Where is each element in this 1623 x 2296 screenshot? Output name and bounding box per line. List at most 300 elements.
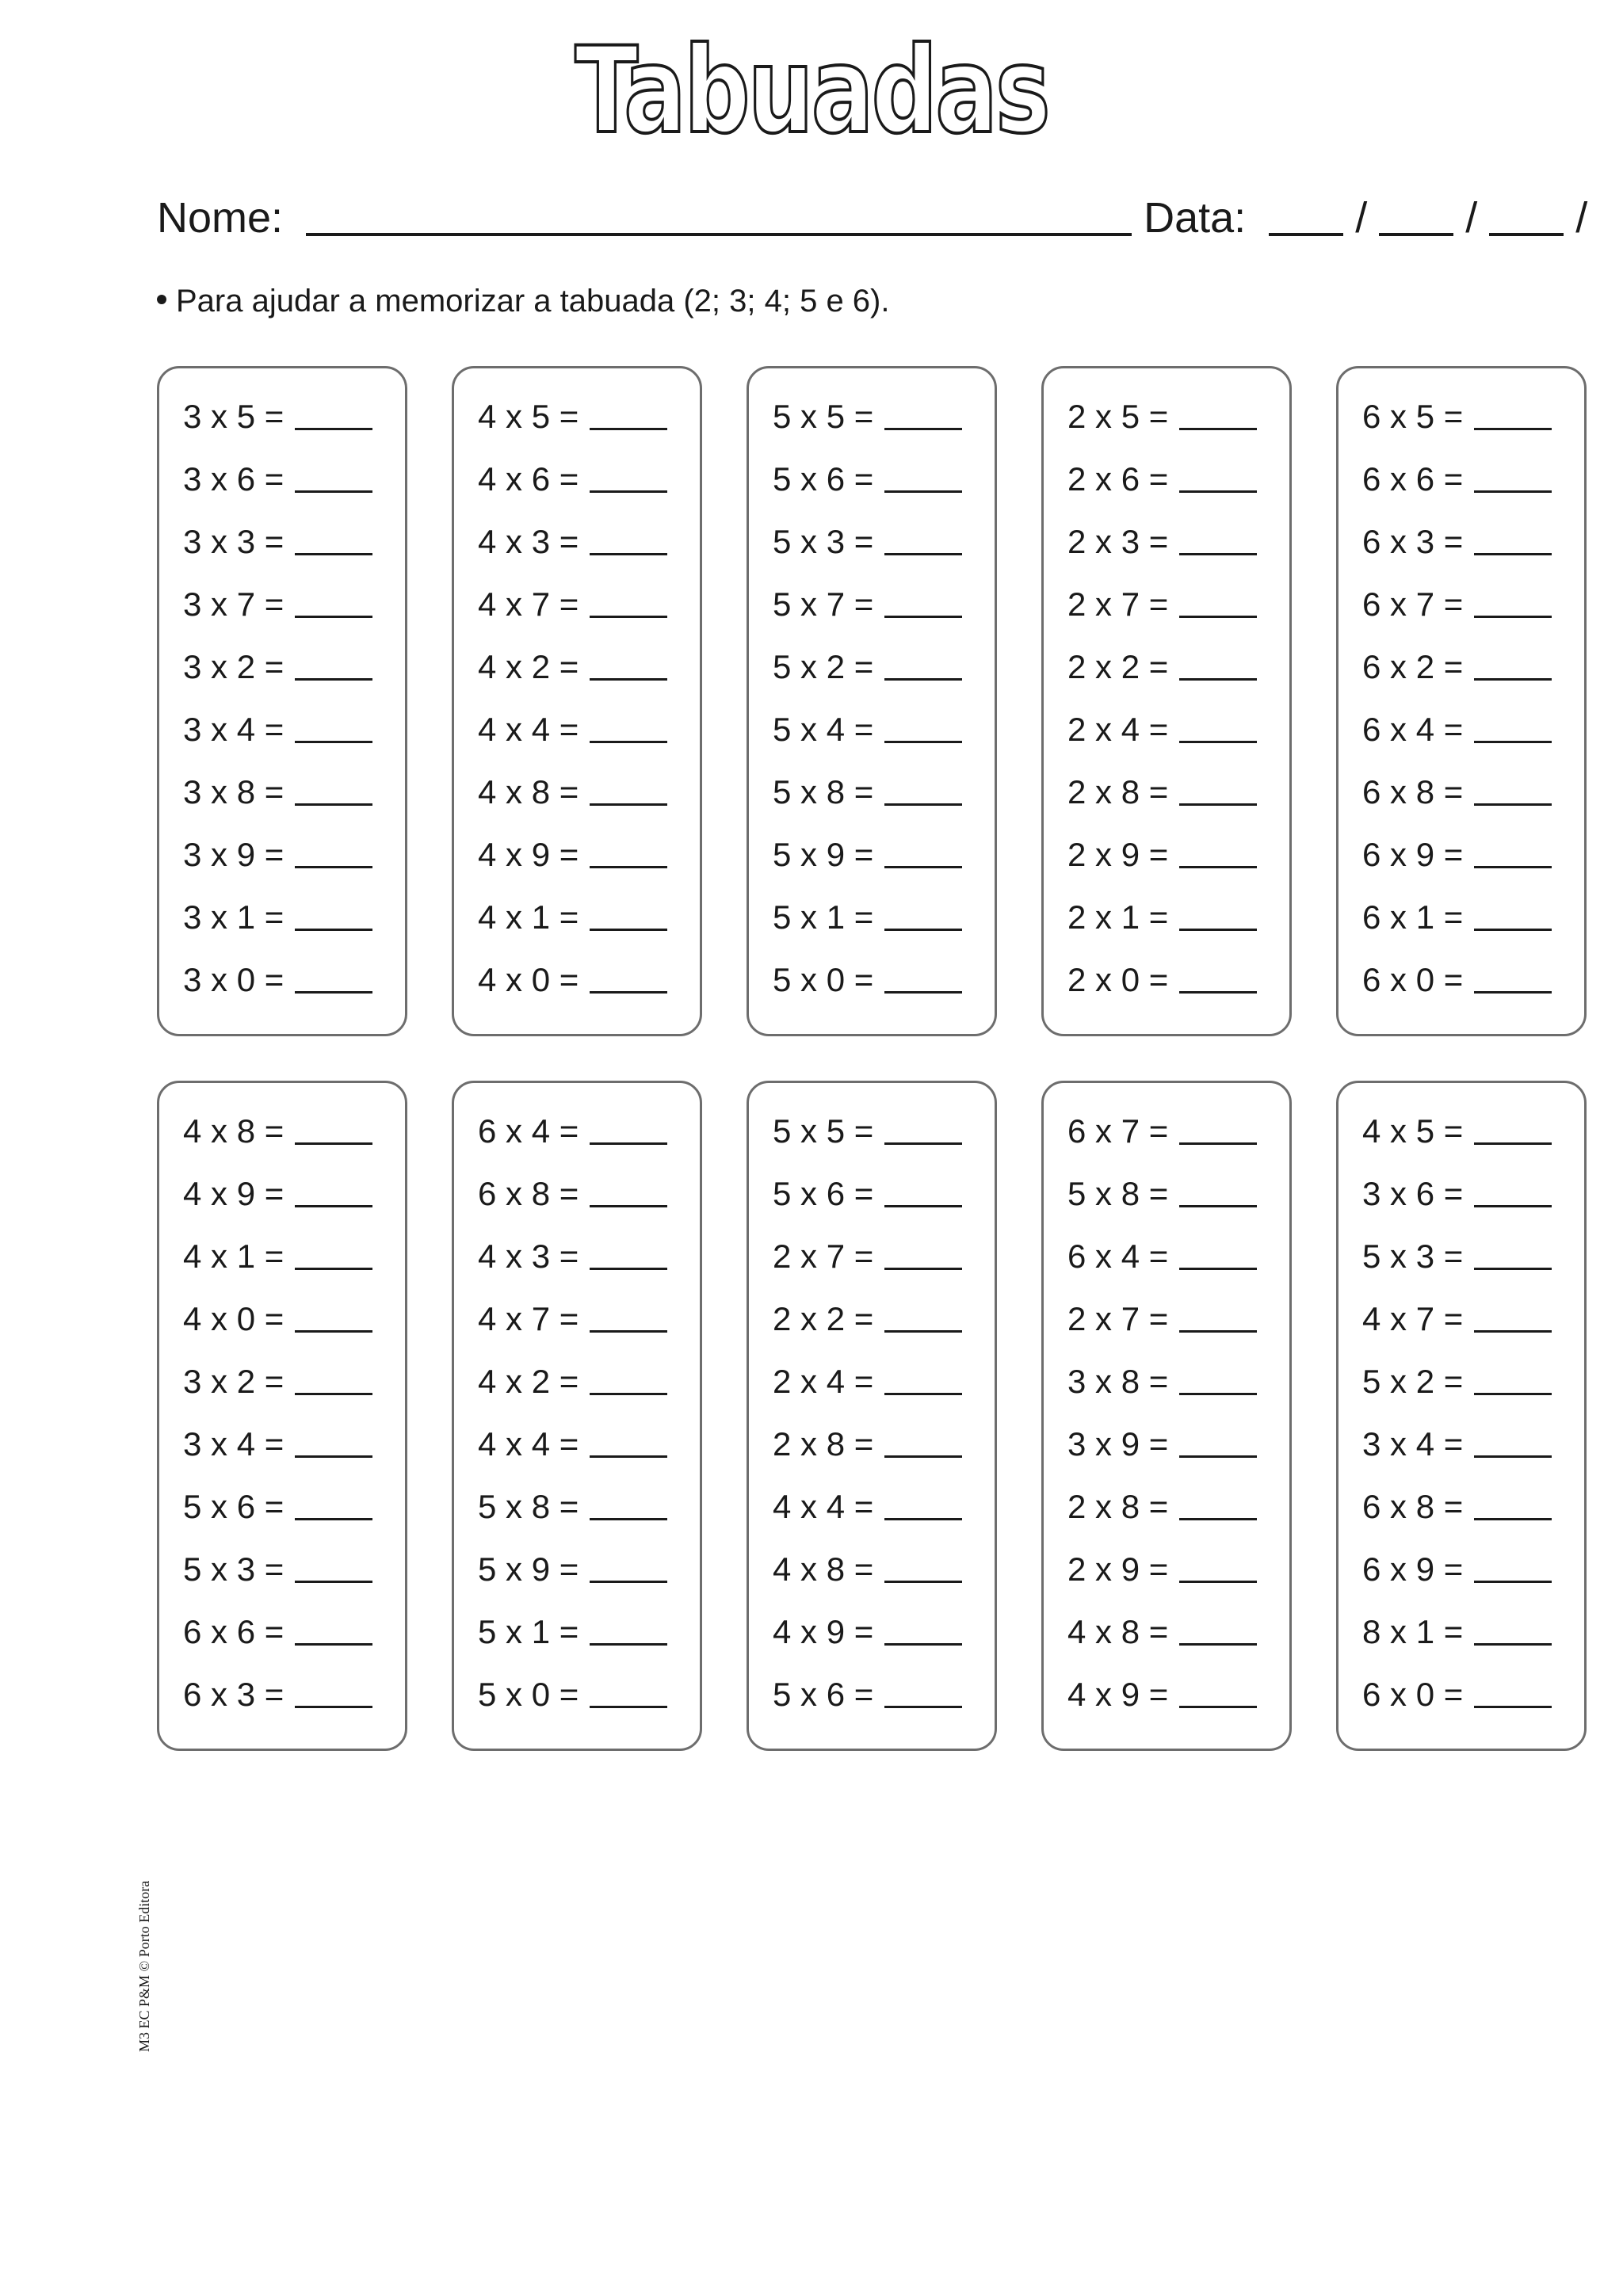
exercise-question: 3 x 7 =	[183, 585, 285, 623]
exercise-question: 4 x 4 =	[478, 1425, 579, 1463]
exercise-row	[183, 400, 372, 433]
exercise-row	[773, 963, 962, 997]
answer-blank[interactable]	[295, 552, 372, 555]
exercise-question: 5 x 9 =	[478, 1550, 579, 1588]
exercise-row	[1067, 1678, 1257, 1711]
answer-blank[interactable]	[1474, 552, 1552, 555]
date-month-field[interactable]	[1379, 198, 1453, 236]
exercise-question: 6 x 9 =	[1362, 836, 1464, 873]
answer-blank[interactable]	[884, 740, 962, 743]
answer-blank[interactable]	[1474, 1455, 1552, 1458]
answer-blank[interactable]	[295, 740, 372, 743]
answer-blank[interactable]	[295, 803, 372, 806]
exercise-row	[773, 838, 962, 871]
exercise-question: 4 x 8 =	[1067, 1613, 1169, 1650]
exercise-question: 2 x 7 =	[1067, 585, 1169, 623]
exercise-question: 5 x 5 =	[773, 1112, 874, 1150]
exercise-question: 2 x 8 =	[773, 1425, 874, 1463]
exercise-question: 2 x 3 =	[1067, 523, 1169, 560]
exercise-question: 5 x 9 =	[773, 836, 874, 873]
exercise-row	[183, 650, 372, 684]
exercise-box	[452, 366, 702, 1036]
exercise-question: 6 x 2 =	[1362, 648, 1464, 685]
answer-blank[interactable]	[590, 677, 667, 681]
exercise-row	[183, 1550, 372, 1588]
exercise-row	[183, 1678, 372, 1711]
date-separator: /	[1355, 194, 1368, 242]
exercise-question: 4 x 0 =	[478, 961, 579, 998]
answer-blank[interactable]	[1474, 990, 1552, 994]
answer-blank[interactable]	[1474, 427, 1552, 430]
exercise-row	[183, 838, 372, 871]
exercise-box	[1336, 366, 1587, 1036]
answer-blank[interactable]	[590, 1204, 667, 1207]
exercise-row	[1362, 1365, 1552, 1398]
exercise-row	[773, 898, 962, 936]
answer-blank[interactable]	[884, 865, 962, 868]
exercise-row	[478, 1240, 667, 1273]
exercise-question: 2 x 4 =	[1067, 711, 1169, 748]
exercise-question: 4 x 7 =	[478, 585, 579, 623]
answer-blank[interactable]	[884, 427, 962, 430]
exercise-row	[1067, 1425, 1257, 1463]
exercise-row	[773, 1365, 962, 1398]
answer-blank[interactable]	[1179, 552, 1257, 555]
exercise-question: 5 x 8 =	[478, 1488, 579, 1525]
exercise-row	[183, 1302, 372, 1336]
answer-blank[interactable]	[1474, 1142, 1552, 1145]
exercise-question: 6 x 6 =	[1362, 460, 1464, 498]
answer-blank[interactable]	[1179, 1142, 1257, 1145]
answer-blank[interactable]	[295, 677, 372, 681]
exercise-row	[1067, 585, 1257, 623]
exercise-question: 5 x 1 =	[773, 898, 874, 936]
exercise-question: 8 x 1 =	[1362, 1613, 1464, 1650]
answer-blank[interactable]	[884, 1142, 962, 1145]
answer-blank[interactable]	[1179, 615, 1257, 618]
date-separator: /	[1575, 194, 1588, 242]
exercise-box	[157, 1081, 407, 1751]
exercise-question: 4 x 7 =	[1362, 1300, 1464, 1337]
answer-blank[interactable]	[1179, 490, 1257, 493]
answer-blank[interactable]	[1474, 615, 1552, 618]
exercise-question: 5 x 0 =	[478, 1676, 579, 1713]
answer-blank[interactable]	[1179, 1642, 1257, 1646]
exercise-row	[1067, 460, 1257, 498]
answer-blank[interactable]	[590, 990, 667, 994]
exercise-question: 6 x 5 =	[1362, 398, 1464, 435]
answer-blank[interactable]	[884, 1392, 962, 1395]
exercise-question: 6 x 9 =	[1362, 1550, 1464, 1588]
exercise-row	[478, 1550, 667, 1588]
exercise-row	[1067, 898, 1257, 936]
instruction-text: Para ajudar a memorizar a tabuada (2; 3; 4; 5 e 6).	[176, 284, 890, 318]
exercise-question: 5 x 2 =	[1362, 1363, 1464, 1400]
name-label: Nome:	[157, 194, 284, 242]
exercise-row	[773, 1240, 962, 1273]
exercise-row	[1067, 400, 1257, 433]
exercise-row	[773, 1425, 962, 1463]
answer-blank[interactable]	[295, 490, 372, 493]
exercise-question: 4 x 5 =	[478, 398, 579, 435]
answer-blank[interactable]	[1474, 1267, 1552, 1270]
exercise-row	[1067, 525, 1257, 559]
answer-blank[interactable]	[1179, 427, 1257, 430]
exercise-question: 2 x 8 =	[1067, 773, 1169, 810]
answer-blank[interactable]	[295, 928, 372, 931]
exercise-question: 4 x 0 =	[183, 1300, 285, 1337]
exercise-question: 6 x 3 =	[183, 1676, 285, 1713]
footer-credit: M3 EC P&M © Porto Editora	[136, 1880, 152, 2052]
exercise-question: 4 x 2 =	[478, 1363, 579, 1400]
exercise-row	[478, 525, 667, 559]
exercise-question: 3 x 4 =	[1362, 1425, 1464, 1463]
exercise-box	[747, 1081, 997, 1751]
exercise-row	[1362, 400, 1552, 433]
exercise-row	[478, 773, 667, 810]
exercise-question: 3 x 2 =	[183, 1363, 285, 1400]
answer-blank[interactable]	[1474, 1705, 1552, 1708]
exercise-row	[773, 460, 962, 498]
exercise-row	[773, 713, 962, 746]
exercise-row	[1362, 1425, 1552, 1463]
answer-blank[interactable]	[295, 1705, 372, 1708]
exercise-question: 4 x 6 =	[478, 460, 579, 498]
answer-blank[interactable]	[590, 1580, 667, 1583]
answer-blank[interactable]	[590, 427, 667, 430]
answer-blank[interactable]	[295, 1204, 372, 1207]
exercise-row	[478, 838, 667, 871]
answer-blank[interactable]	[295, 427, 372, 430]
exercise-question: 3 x 8 =	[1067, 1363, 1169, 1400]
answer-blank[interactable]	[1179, 1267, 1257, 1270]
answer-blank[interactable]	[1474, 1517, 1552, 1520]
exercise-row	[1362, 838, 1552, 871]
exercise-question: 2 x 2 =	[1067, 648, 1169, 685]
exercise-row	[183, 1615, 372, 1649]
exercise-question: 2 x 1 =	[1067, 898, 1169, 936]
exercise-question: 5 x 8 =	[773, 773, 874, 810]
answer-blank[interactable]	[1179, 1204, 1257, 1207]
exercise-question: 3 x 4 =	[183, 1425, 285, 1463]
exercise-row	[1362, 525, 1552, 559]
exercise-question: 3 x 6 =	[1362, 1175, 1464, 1212]
exercise-question: 5 x 3 =	[773, 523, 874, 560]
exercise-question: 2 x 9 =	[1067, 1550, 1169, 1588]
answer-blank[interactable]	[884, 803, 962, 806]
exercise-question: 6 x 6 =	[183, 1613, 285, 1650]
exercise-question: 3 x 9 =	[183, 836, 285, 873]
exercise-question: 2 x 0 =	[1067, 961, 1169, 998]
exercise-row	[773, 1112, 962, 1150]
exercise-question: 2 x 2 =	[773, 1300, 874, 1337]
name-date-row	[157, 194, 1588, 242]
answer-blank[interactable]	[295, 1267, 372, 1270]
answer-blank[interactable]	[884, 990, 962, 994]
exercise-row	[478, 1302, 667, 1336]
exercise-question: 2 x 9 =	[1067, 836, 1169, 873]
answer-blank[interactable]	[884, 677, 962, 681]
exercise-row	[1362, 963, 1552, 997]
exercise-row	[1067, 1490, 1257, 1524]
page-title: Tabuadas	[575, 22, 1048, 160]
exercise-question: 5 x 0 =	[773, 961, 874, 998]
exercise-row	[183, 1425, 372, 1463]
exercise-row	[478, 585, 667, 623]
answer-blank[interactable]	[590, 1642, 667, 1646]
exercise-row	[773, 1678, 962, 1711]
exercise-row	[1362, 1615, 1552, 1649]
exercise-box	[1336, 1081, 1587, 1751]
answer-blank[interactable]	[1179, 1580, 1257, 1583]
exercise-row	[183, 1240, 372, 1273]
exercise-row	[1067, 1615, 1257, 1649]
exercise-row	[773, 585, 962, 623]
exercise-question: 3 x 3 =	[183, 523, 285, 560]
exercise-question: 4 x 5 =	[1362, 1112, 1464, 1150]
answer-blank[interactable]	[1179, 803, 1257, 806]
exercise-row	[1362, 1302, 1552, 1336]
exercise-question: 6 x 4 =	[1362, 711, 1464, 748]
exercise-question: 6 x 7 =	[1362, 585, 1464, 623]
exercise-row	[1067, 713, 1257, 746]
answer-blank[interactable]	[884, 1642, 962, 1646]
answer-blank[interactable]	[1474, 490, 1552, 493]
exercise-row	[478, 1490, 667, 1524]
exercise-question: 3 x 9 =	[1067, 1425, 1169, 1463]
answer-blank[interactable]	[1474, 1392, 1552, 1395]
answer-blank[interactable]	[884, 615, 962, 618]
exercise-row	[1362, 1550, 1552, 1588]
answer-blank[interactable]	[884, 1267, 962, 1270]
exercise-box	[157, 366, 407, 1036]
date-separator: /	[1465, 194, 1478, 242]
exercise-question: 3 x 1 =	[183, 898, 285, 936]
exercise-question: 6 x 8 =	[1362, 1488, 1464, 1525]
exercise-row	[478, 650, 667, 684]
exercise-row	[478, 1177, 667, 1211]
exercise-row	[773, 1615, 962, 1649]
exercise-question: 4 x 4 =	[773, 1488, 874, 1525]
answer-blank[interactable]	[1474, 803, 1552, 806]
exercise-row	[1362, 1177, 1552, 1211]
answer-blank[interactable]	[884, 1455, 962, 1458]
answer-blank[interactable]	[884, 1705, 962, 1708]
exercise-row	[478, 460, 667, 498]
exercise-question: 2 x 4 =	[773, 1363, 874, 1400]
exercise-row	[478, 963, 667, 997]
answer-blank[interactable]	[1474, 677, 1552, 681]
exercise-question: 5 x 6 =	[773, 1676, 874, 1713]
answer-blank[interactable]	[295, 1329, 372, 1333]
exercise-row	[1362, 773, 1552, 810]
exercise-question: 4 x 1 =	[478, 898, 579, 936]
exercise-question: 3 x 8 =	[183, 773, 285, 810]
answer-blank[interactable]	[295, 1517, 372, 1520]
answer-blank[interactable]	[590, 1329, 667, 1333]
answer-blank[interactable]	[1179, 1455, 1257, 1458]
exercise-question: 5 x 1 =	[478, 1613, 579, 1650]
exercise-question: 4 x 9 =	[1067, 1676, 1169, 1713]
exercise-row	[478, 1678, 667, 1711]
answer-blank[interactable]	[1474, 1642, 1552, 1646]
answer-blank[interactable]	[590, 740, 667, 743]
date-year-field[interactable]	[1489, 198, 1564, 236]
answer-blank[interactable]	[1474, 928, 1552, 931]
exercise-row	[1067, 1112, 1257, 1150]
exercise-row	[183, 1365, 372, 1398]
answer-blank[interactable]	[590, 928, 667, 931]
exercise-row	[183, 1112, 372, 1150]
exercise-box	[1041, 1081, 1292, 1751]
exercise-question: 4 x 3 =	[478, 1238, 579, 1275]
exercise-row	[773, 400, 962, 433]
exercise-row	[183, 1177, 372, 1211]
exercise-row	[773, 773, 962, 810]
exercise-question: 2 x 7 =	[773, 1238, 874, 1275]
exercise-row	[1067, 1302, 1257, 1336]
exercise-row	[183, 585, 372, 623]
exercise-question: 6 x 7 =	[1067, 1112, 1169, 1150]
answer-blank[interactable]	[1474, 1329, 1552, 1333]
exercise-row	[478, 1615, 667, 1649]
exercise-question: 5 x 2 =	[773, 648, 874, 685]
exercise-row	[1362, 713, 1552, 746]
exercise-row	[1362, 898, 1552, 936]
answer-blank[interactable]	[590, 865, 667, 868]
answer-blank[interactable]	[884, 928, 962, 931]
exercise-row	[478, 1365, 667, 1398]
exercise-question: 6 x 1 =	[1362, 898, 1464, 936]
exercise-question: 4 x 3 =	[478, 523, 579, 560]
exercise-question: 5 x 6 =	[773, 460, 874, 498]
exercise-row	[183, 460, 372, 498]
answer-blank[interactable]	[295, 990, 372, 994]
answer-blank[interactable]	[590, 1267, 667, 1270]
exercise-question: 5 x 6 =	[183, 1488, 285, 1525]
answer-blank[interactable]	[884, 552, 962, 555]
exercise-row	[1067, 1550, 1257, 1588]
answer-blank[interactable]	[884, 490, 962, 493]
exercise-row	[1067, 1365, 1257, 1398]
answer-blank[interactable]	[1179, 677, 1257, 681]
exercise-question: 6 x 0 =	[1362, 1676, 1464, 1713]
answer-blank[interactable]	[1179, 990, 1257, 994]
exercise-box	[452, 1081, 702, 1751]
exercise-question: 4 x 8 =	[183, 1112, 285, 1150]
exercise-question: 6 x 4 =	[1067, 1238, 1169, 1275]
answer-blank[interactable]	[1474, 1204, 1552, 1207]
exercise-question: 3 x 6 =	[183, 460, 285, 498]
answer-blank[interactable]	[295, 1455, 372, 1458]
exercise-row	[1362, 1240, 1552, 1273]
answer-blank[interactable]	[590, 1392, 667, 1395]
answer-blank[interactable]	[1179, 1392, 1257, 1395]
exercise-question: 6 x 0 =	[1362, 961, 1464, 998]
answer-blank[interactable]	[590, 1517, 667, 1520]
answer-blank[interactable]	[1179, 928, 1257, 931]
date-day-field[interactable]	[1269, 198, 1343, 236]
answer-blank[interactable]	[590, 1142, 667, 1145]
answer-blank[interactable]	[884, 1204, 962, 1207]
exercise-question: 5 x 3 =	[1362, 1238, 1464, 1275]
exercise-row	[1362, 1678, 1552, 1711]
exercise-row	[1362, 1112, 1552, 1150]
answer-blank[interactable]	[1179, 1517, 1257, 1520]
answer-blank[interactable]	[1179, 1705, 1257, 1708]
exercise-row	[773, 1490, 962, 1524]
answer-blank[interactable]	[884, 1517, 962, 1520]
exercise-row	[183, 525, 372, 559]
exercise-question: 2 x 8 =	[1067, 1488, 1169, 1525]
exercise-question: 4 x 9 =	[183, 1175, 285, 1212]
exercise-row	[1067, 1240, 1257, 1273]
exercise-question: 5 x 8 =	[1067, 1175, 1169, 1212]
answer-blank[interactable]	[295, 1142, 372, 1145]
answer-blank[interactable]	[884, 1329, 962, 1333]
exercise-question: 5 x 4 =	[773, 711, 874, 748]
exercise-question: 5 x 3 =	[183, 1550, 285, 1588]
answer-blank[interactable]	[1179, 1329, 1257, 1333]
exercise-row	[773, 525, 962, 559]
answer-blank[interactable]	[295, 615, 372, 618]
answer-blank[interactable]	[1474, 865, 1552, 868]
instruction	[157, 285, 890, 317]
answer-blank[interactable]	[295, 1392, 372, 1395]
name-field[interactable]	[306, 198, 1132, 236]
exercise-row	[773, 650, 962, 684]
exercise-row	[478, 713, 667, 746]
exercise-row	[183, 1490, 372, 1524]
answer-blank[interactable]	[590, 803, 667, 806]
exercise-row	[1362, 585, 1552, 623]
exercise-row	[1067, 650, 1257, 684]
exercise-box	[1041, 366, 1292, 1036]
exercise-row	[773, 1177, 962, 1211]
exercise-question: 6 x 3 =	[1362, 523, 1464, 560]
exercise-row	[478, 400, 667, 433]
exercise-question: 4 x 1 =	[183, 1238, 285, 1275]
answer-blank[interactable]	[1474, 1580, 1552, 1583]
answer-blank[interactable]	[590, 1455, 667, 1458]
answer-blank[interactable]	[295, 1642, 372, 1646]
exercise-question: 2 x 5 =	[1067, 398, 1169, 435]
exercise-question: 4 x 8 =	[773, 1550, 874, 1588]
exercise-question: 5 x 6 =	[773, 1175, 874, 1212]
exercise-row	[1067, 1177, 1257, 1211]
exercise-question: 4 x 9 =	[478, 836, 579, 873]
answer-blank[interactable]	[590, 1705, 667, 1708]
exercise-question: 4 x 7 =	[478, 1300, 579, 1337]
exercise-row	[478, 1112, 667, 1150]
exercise-row	[478, 1425, 667, 1463]
answer-blank[interactable]	[295, 865, 372, 868]
answer-blank[interactable]	[1179, 865, 1257, 868]
exercise-question: 5 x 7 =	[773, 585, 874, 623]
exercise-question: 3 x 2 =	[183, 648, 285, 685]
answer-blank[interactable]	[590, 552, 667, 555]
exercise-question: 6 x 4 =	[478, 1112, 579, 1150]
answer-blank[interactable]	[884, 1580, 962, 1583]
exercise-row	[478, 898, 667, 936]
answer-blank[interactable]	[1474, 740, 1552, 743]
exercise-row	[183, 898, 372, 936]
answer-blank[interactable]	[1179, 740, 1257, 743]
answer-blank[interactable]	[590, 490, 667, 493]
answer-blank[interactable]	[295, 1580, 372, 1583]
bullet-icon	[157, 295, 166, 304]
answer-blank[interactable]	[590, 615, 667, 618]
